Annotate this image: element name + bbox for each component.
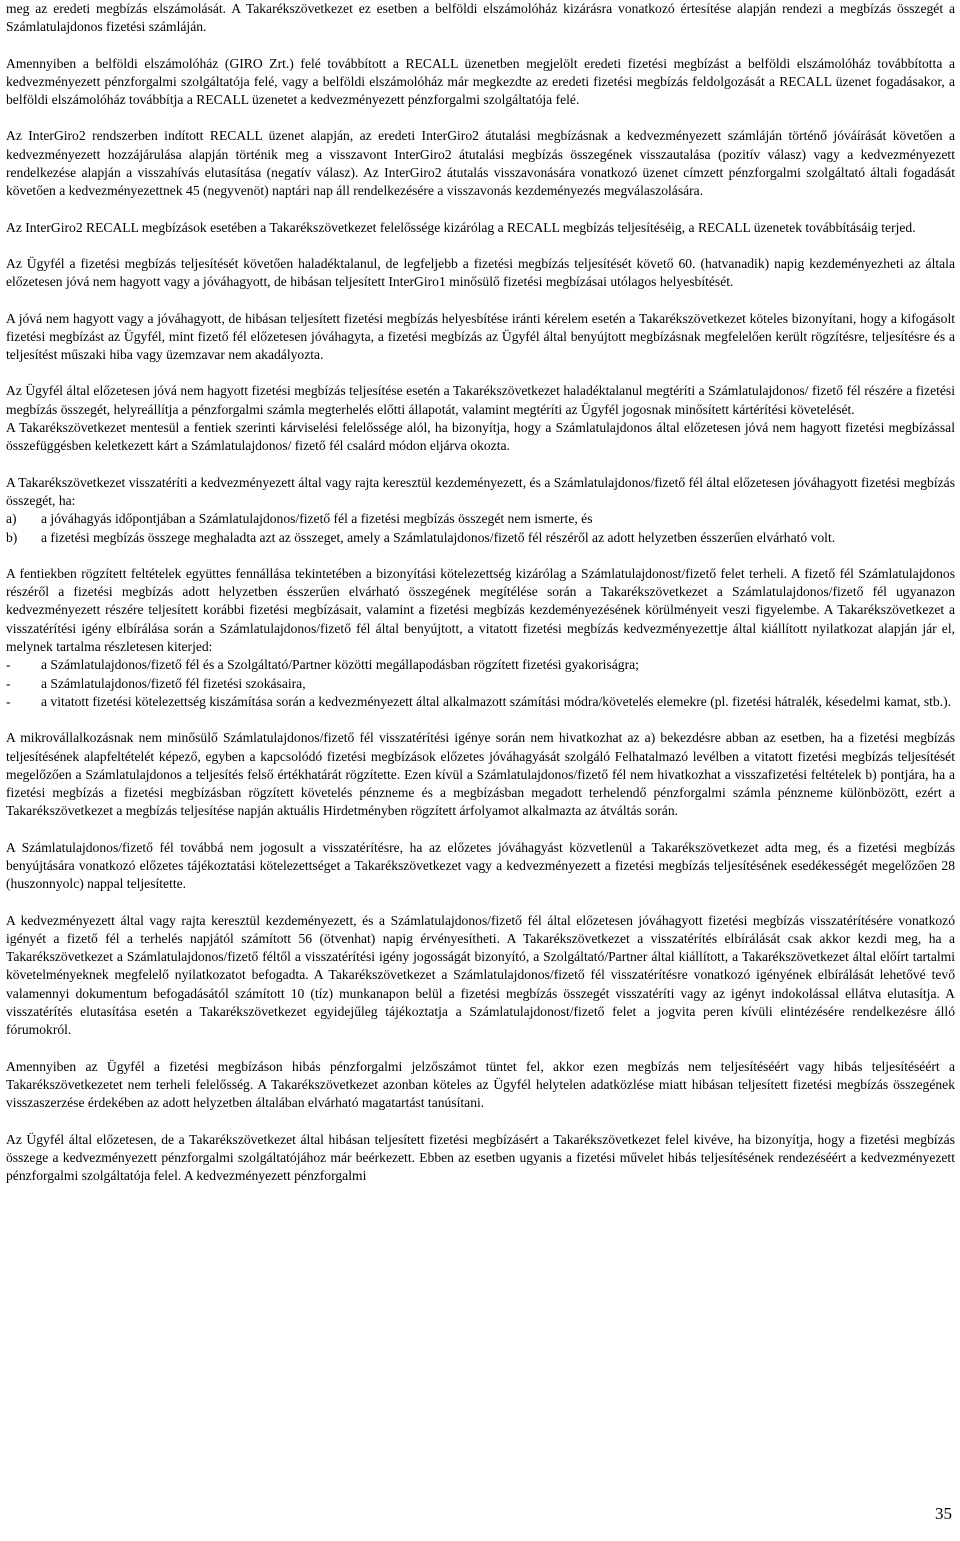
list-marker: - (6, 675, 11, 691)
list-item-text: a Számlatulajdonos/fizető fél és a Szolgáltató/Partner közötti megállapodásban rögzített fizetési gyakoriságra; (41, 657, 639, 673)
paragraph: meg az eredeti megbízás elszámolását. A Takarékszövetkezet ez esetben a belföldi elszámolóház kizárásra vonatkozó értesítése alapján rendezi a megbízás összegét a Számlatulajdonos fizetési számláján. (6, 1, 955, 35)
list-marker: a) (6, 511, 17, 527)
paragraph: Az InterGiro2 RECALL megbízások esetében a Takarékszövetkezet felelőssége kizárólag a RECALL megbízás teljesítéséig, a RECALL üzenetek továbbításáig terjed. (6, 219, 916, 235)
paragraph: A Takarékszövetkezet visszatéríti a kedvezményezett által vagy rajta keresztül kezdeményezett, és a Számlatulajdonos/fizető fél által előzetesen jóváhagyott fizetési megbízás összegét, ha: (6, 474, 955, 508)
paragraph: Az Ügyfél a fizetési megbízás teljesítését követően haladéktalanul, de legfeljebb a fizetési megbízás teljesítését követő 60. (hatvanadik) napig kezdeményezheti az általa előzetesen jóvá nem hagyott vagy a jóváhagyott, de hibásan teljesített InterGiro1 minősülő fizetési megbízásai utólagos helyesbítését. (6, 255, 955, 290)
paragraph: A fentiekben rögzített feltételek együttes fennállása tekintetében a bizonyítási kötelezettség kizárólag a Számlatulajdonost/fizető felet terheli. A fizető fél Számlatulajdonos részéről a fizetési megbízás adott helyzetben ésszerűen elvárható összegének megítélése során a Takarékszövetkezet a Számlatulajdonos/fizető fél ugyanazon kedvezményezett részére teljesített korábbi fizetési megbízásait, valamint a fizetési megbízás kezdeményezésének körülményeit veszi figyelembe. A Takarékszövetkezet a visszatérítési igény elbírálása során a Számlatulajdonos/fizető fél által benyújtott, a vitatott fizetési megbízás kedvezményezettje által kiállított nyilatkozat alapján jár el, melynek tartalma részletesen kiterjed: (6, 565, 955, 655)
paragraph: A Takarékszövetkezet mentesül a fentiek szerinti kárviselési felelőssége alól, ha bizonyítja, hogy a Számlatulajdonos által előzetesen jóvá nem hagyott fizetési megbízással összefüggésben keletkezett kárt a Számlatulajdonos/ fizető fél csalárd módon eljárva okozta. (6, 420, 955, 454)
list-item (6, 656, 955, 674)
list-marker: b) (6, 529, 18, 545)
list-item (6, 510, 955, 528)
paragraph: Amennyiben a belföldi elszámolóház (GIRO Zrt.) felé továbbított a RECALL üzenetben megjelölt eredeti fizetési megbízást a belföldi elszámolóház továbbította a kedvezményezett pénzforgalmi szolgáltatója felé, vagy a belföldi elszámolóház már megkezdte az eredeti fizetési megbízás feldolgozását a RECALL üzenet fogadásakor, a belföldi elszámolóház továbbítja a RECALL üzenetet a kedvezményezett pénzforgalmi szolgáltatója felé. (6, 55, 955, 108)
paragraph: A mikrovállalkozásnak nem minősülő Számlatulajdonos/fizető fél visszatérítési igénye során nem hivatkozhat az a) bekezdésre abban az esetben, ha a fizetési megbízás teljesítésének alapfeltételét képező, egyben a kapcsolódó fizetési megbízások előzetes jóváhagyását szolgáló Felhatalmazó levélben a vitatott fizetési megbízás teljesítését megelőzően a Számlatulajdonos a teljesítés felső értékhatárát rögzítette. Ezen kívül a Számlatulajdonos/fizető fél nem hivatkozhat a visszafizetési feltételek b) pontjára, ha a fizetési megbízás a fizetési megbízásban rögzített követelés pénzneme és a megbízásban megadott terhelendő pénzforgalmi számla pénzneme különbözött, ezért a Takarékszövetkezet a megbízás teljesítése napján aktuális Hirdetményben rögzített árfolyamot alkalmazta az átváltás során. (6, 730, 955, 819)
list-item (6, 529, 955, 547)
list-item-text: a Számlatulajdonos/fizető fél fizetési szokásaira, (41, 675, 306, 691)
paragraph: Az InterGiro2 rendszerben indított RECALL üzenet alapján, az eredeti InterGiro2 átutalási megbízásnak a kedvezményezett számláján történő jóváírását követően a kedvezményezett hozzájárulása alapján történik meg a visszavont InterGiro2 átutalási megbízás összegének visszautalása (pozitív válasz) vagy a kedvezményezett rendelkezése alapján a visszahívás elutasítása (negatív válasz). Az InterGiro2 átutalás visszavonására vonatkozó üzenet címzett pénzforgalmi szolgáltató általi fogadását követően a kedvezményezettnek 45 (negyvenöt) naptári nap áll rendelkezésére a visszavonás kezdeményezés megválaszolására. (6, 128, 955, 199)
list-item-text: a jóváhagyás időpontjában a Számlatulajdonos/fizető fél a fizetési megbízás összegét nem ismerte, és (41, 511, 593, 527)
list-item (6, 693, 955, 711)
paragraph: Az Ügyfél által előzetesen, de a Takarékszövetkezet által hibásan teljesített fizetési megbízásért a Takarékszövetkezet felel kivéve, ha bizonyítja, hogy a fizetési megbízás összege a kedvezményezett pénzforgalmi szolgáltatójához már beérkezett. Ebben az esetben ugyanis a fizetési művelet hibás teljesítésének rendezéséért a kedvezményezett pénzforgalmi szolgáltatója felel. A kedvezményezett pénzforgalmi (6, 1131, 955, 1184)
paragraph: Amennyiben az Ügyfél a fizetési megbízáson hibás pénzforgalmi jelzőszámot tüntet fel, akkor ezen megbízás nem teljesítéséért vagy hibás teljesítéséért a Takarékszövetkezetet nem terheli felelősség. A Takarékszövetkezet azonban köteles az Ügyfél helytelen adatközlése miatt hibásan teljesített fizetési megbízás összegének visszaszerzése érdekében az adott helyzetben általában elvárható magatartást tanúsítani. (6, 1058, 955, 1111)
list-item (6, 675, 955, 693)
page-number: 35 (935, 1504, 952, 1523)
paragraph: A kedvezményezett által vagy rajta keresztül kezdeményezett, és a Számlatulajdonos/fizető fél által előzetesen jóváhagyott fizetési megbízás visszatérítésére vonatkozó igényét a fizető fél a terhelés napjától számított 56 (ötvenhat) napig érvényesítheti. A Takarékszövetkezet a visszatérítés elbírálását csak akkor kezdi meg, ha a Takarékszövetkezet a Számlatulajdonos/fizető féltől a visszatérítési igény jogosságát bizonyító, a Szolgáltató/Partner által kiállított, a Takarékszövetkezet által előírt tartalmi követelményeknek megfelelő nyilatkozatot befogadta. A Takarékszövetkezet a Számlatulajdonos/fizető fél visszatérítésre vonatkozó igényének elbírálását lehetővé tevő valamennyi dokumentum befogadásától számított 10 (tíz) munkanapon belül a fizetési megbízás összegét visszatéríti vagy az igényt indokolással ellátva elutasítja. A visszatérítés elutasítása esetén a Takarékszövetkezet egyidejűleg tájékoztatja a Számlatulajdonost/fizető felet a jogvita peren kívüli elintézésére rendelkezésre álló fórumokról. (6, 912, 955, 1038)
paragraph: A Számlatulajdonos/fizető fél továbbá nem jogosult a visszatérítésre, ha az előzetes jóváhagyást közvetlenül a Takarékszövetkezet adta meg, és a fizetési megbízás benyújtására vonatkozó előzetes tájékoztatási kötelezettséget a Takarékszövetkezet vagy a kedvezményezett a fizetési megbízás teljesítésének esedékességét megelőzően 28 (huszonnyolc) nappal teljesítette. (6, 839, 955, 892)
list-marker: - (6, 693, 11, 709)
paragraph: A jóvá nem hagyott vagy a jóváhagyott, de hibásan teljesített fizetési megbízás helyesbítése iránti kérelem esetén a Takarékszövetkezet köteles bizonyítani, hogy a kifogásolt fizetési megbízást az Ügyfél, mint fizető fél előzetesen jóváhagyta, a fizetési megbízás az Ügyfél által benyújtott megbízásnak megfelelően került rögzítésre, teljesítésre és a teljesítést műszaki hiba vagy üzemzavar nem akadályozta. (6, 310, 955, 363)
document-page (6, 0, 955, 1185)
list-item-text: a fizetési megbízás összege meghaladta azt az összeget, amely a Számlatulajdonos/fizető fél részéről az adott helyzetben ésszerűen elvárható volt. (41, 529, 836, 545)
list-item-text: a vitatott fizetési kötelezettség kiszámítása során a kedvezményezett által alkalmazott számítási módra/követelés elemekre (pl. fizetési hátralék, késedelmi kamat, stb.). (41, 693, 952, 709)
list-marker: - (6, 657, 11, 673)
paragraph: Az Ügyfél által előzetesen jóvá nem hagyott fizetési megbízás teljesítése esetén a Takarékszövetkezet haladéktalanul megtéríti a Számlatulajdonos/ fizető fél részére a fizetési megbízás összegét, helyreállítja a pénzforgalmi számla megterhelés előtti állapotát, valamint megtéríti az Ügyfél jogosnak minősített kártérítési követelését. (6, 383, 955, 417)
